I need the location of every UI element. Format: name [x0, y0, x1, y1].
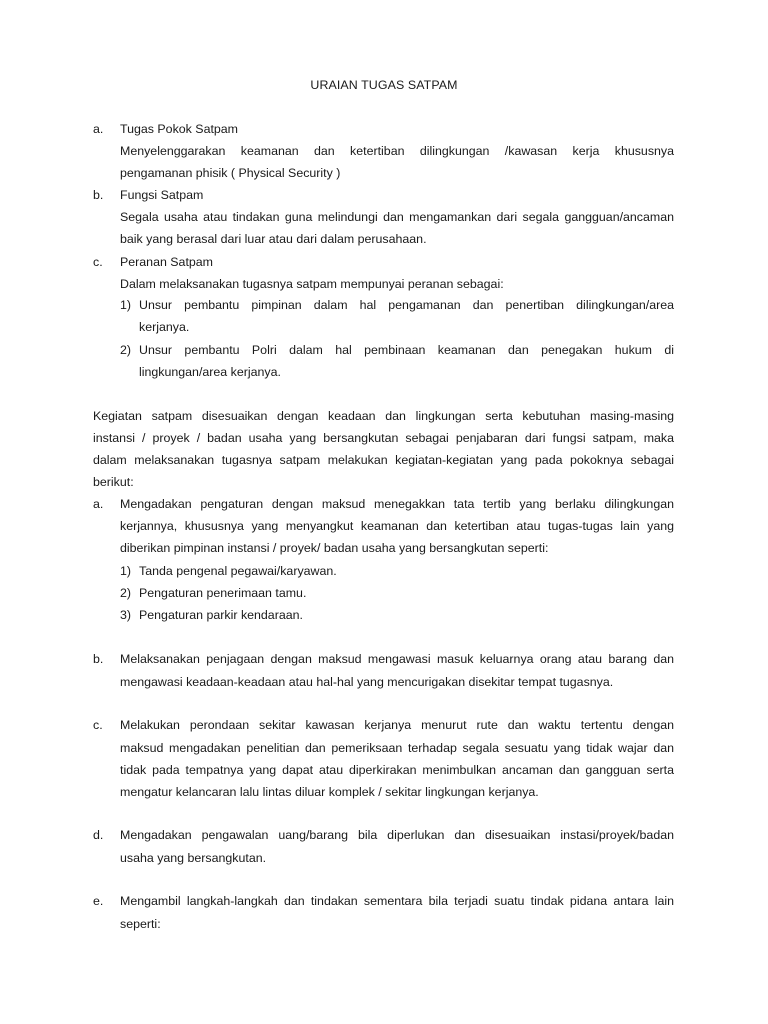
text-line: Mengadakan pengawalan uang/barang bila diperlukan dan disesuaikan instasi/proyek/badan [120, 828, 674, 842]
intro-line: dalam melaksanakan tugasnya satpam melakukan kegiatan-kegiatan yang pada pokoknya sebagai [93, 453, 674, 467]
item-label-d: d. [93, 828, 104, 842]
intro-line: instansi / proyek / badan usaha yang bersangkutan sebagai penjabaran dari fungsi satpam, maka [93, 431, 674, 445]
text-line: pengamanan phisik ( Physical Security ) [120, 166, 341, 180]
text-line: Mengambil langkah-langkah dan tindakan sementara bila terjadi suatu tindak pidana antara lain [120, 894, 674, 908]
item-label-e: e. [93, 894, 104, 908]
text-line: usaha yang bersangkutan. [120, 851, 267, 865]
text-line: baik yang berasal dari luar atau dari dalam perusahaan. [120, 232, 427, 246]
text-line: kerjannya, khususnya yang menyangkut keamanan dan ketertiban atau tugas-tugas lain yang [120, 519, 674, 533]
text-line: tidak pada tempatnya yang dapat atau diperkirakan menimbulkan ancaman dan gangguan serta [120, 763, 674, 777]
text-line: seperti: [120, 917, 161, 931]
list-item-text: Pengaturan parkir kendaraan. [139, 608, 303, 622]
text-line: Segala usaha atau tindakan guna melindungi dan mengamankan dari segala gangguan/ancaman [120, 210, 674, 224]
item-label-a: a. [93, 122, 104, 136]
intro-line: Kegiatan satpam disesuaikan dengan keadaan dan lingkungan serta kebutuhan masing-masing [93, 409, 674, 423]
item-label-b: b. [93, 652, 104, 666]
item-label-b: b. [93, 188, 104, 202]
list-item-text: lingkungan/area kerjanya. [139, 365, 281, 379]
list-item-text: kerjanya. [139, 320, 190, 334]
list-number: 2) [120, 343, 132, 357]
text-line: Mengadakan pengaturan dengan maksud menegakkan tata tertib yang berlaku dilingkungan [120, 497, 674, 511]
list-number: 1) [120, 564, 132, 578]
text-line: Dalam melaksanakan tugasnya satpam mempunyai peranan sebagai: [120, 277, 504, 291]
list-item-text: Unsur pembantu Polri dalam hal pembinaan keamanan dan penegakan hukum di [139, 343, 674, 357]
item-label-a: a. [93, 497, 104, 511]
text-line: mengatur kelancaran lalu lintas diluar komplek / sekitar lingkungan kerjanya. [120, 785, 539, 799]
list-item-text: Pengaturan penerimaan tamu. [139, 586, 307, 600]
heading-fungsi: Fungsi Satpam [120, 188, 204, 202]
item-label-c: c. [93, 255, 103, 269]
text-line: diberikan pimpinan instansi / proyek/ badan usaha yang bersangkutan seperti: [120, 541, 549, 555]
item-label-c: c. [93, 718, 103, 732]
text-line: Menyelenggarakan keamanan dan ketertiban dilingkungan /kawasan kerja khususnya [120, 144, 674, 158]
list-number: 3) [120, 608, 132, 622]
text-line: maksud mengadakan penelitian dan pemeriksaan terhadap segala sesuatu yang tidak wajar dan [120, 741, 674, 755]
intro-line: berikut: [93, 475, 134, 489]
heading-tugas-pokok: Tugas Pokok Satpam [120, 122, 239, 136]
list-number: 1) [120, 298, 132, 312]
list-number: 2) [120, 586, 132, 600]
list-item-text: Tanda pengenal pegawai/karyawan. [139, 564, 337, 578]
list-item-text: Unsur pembantu pimpinan dalam hal pengamanan dan penertiban dilingkungan/area [139, 298, 674, 312]
page-title: URAIAN TUGAS SATPAM [310, 78, 458, 92]
text-line: Melaksanakan penjagaan dengan maksud mengawasi masuk keluarnya orang atau barang dan [120, 652, 674, 666]
text-line: Melakukan perondaan sekitar kawasan kerjanya menurut rute dan waktu tertentu dengan [120, 718, 674, 732]
text-line: mengawasi keadaan-keadaan atau hal-hal yang mencurigakan disekitar tempat tugasnya. [120, 675, 614, 689]
heading-peranan: Peranan Satpam [120, 255, 213, 269]
